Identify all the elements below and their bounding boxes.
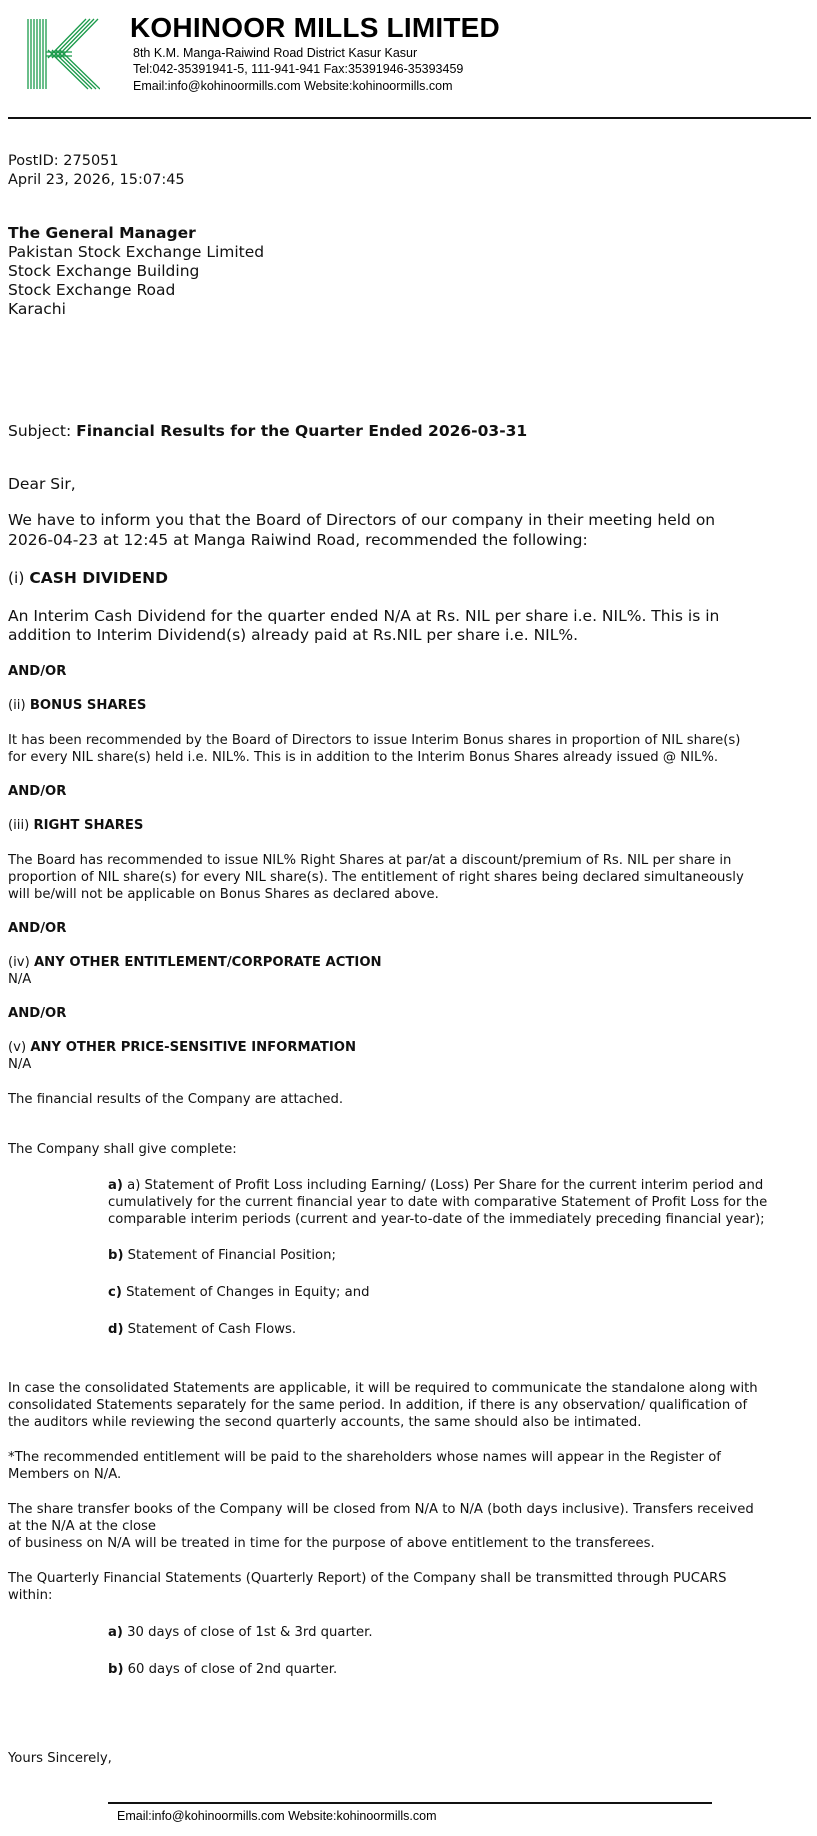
entitlement-note: *The recommended entitlement will be paid to the shareholders whose names will appear in the Register of: [8, 1450, 721, 1465]
section-prefix: (i): [8, 569, 25, 587]
statement-d: [108, 1321, 296, 1339]
recipient-title: The General Manager: [8, 224, 196, 242]
list-marker: d): [108, 1322, 124, 1337]
recipient-line: Stock Exchange Road: [8, 281, 176, 299]
list-marker: a): [108, 1625, 123, 1640]
header-divider: [8, 117, 811, 119]
list-text: 60 days of close of 2nd quarter.: [127, 1662, 338, 1677]
list-marker: a): [108, 1178, 123, 1193]
section-prefix: (ii): [8, 698, 26, 713]
cash-dividend-heading: [8, 568, 168, 588]
company-name: KOHINOOR MILLS LIMITED: [130, 12, 500, 43]
list-marker: b): [108, 1248, 124, 1263]
section-heading: CASH DIVIDEND: [29, 569, 168, 587]
list-text: Statement of Cash Flows.: [127, 1322, 297, 1337]
other-price-heading: [8, 1039, 356, 1057]
closing: Yours Sincerely,: [8, 1751, 112, 1766]
other-entitlement-value: N/A: [8, 972, 32, 987]
results-attached: The financial results of the Company are attached.: [8, 1092, 344, 1107]
right-shares-text: The Board has recommended to issue NIL% Right Shares at par/at a discount/premium of Rs. NIL per share in: [8, 853, 732, 868]
section-heading: RIGHT SHARES: [33, 818, 144, 833]
company-address: 8th K.M. Manga-Raiwind Road District Kasur Kasur: [133, 46, 418, 60]
recipient-line: Pakistan Stock Exchange Limited: [8, 243, 265, 261]
entitlement-note: Members on N/A.: [8, 1467, 122, 1482]
statement-c: [108, 1284, 369, 1302]
section-prefix: (iv): [8, 955, 30, 970]
company-phone: Tel:042-35391941-5, 111-941-941 Fax:35391946-35393459: [133, 62, 464, 76]
intro-line: 2026-04-23 at 12:45 at Manga Raiwind Road, recommended the following:: [8, 531, 588, 549]
subject-label: Subject:: [8, 422, 72, 440]
statement-a-cont: comparable interim periods (current and year-to-date of the immediately preceding financial year);: [108, 1212, 765, 1227]
subject-text: Financial Results for the Quarter Ended 2026-03-31: [76, 422, 528, 440]
salutation: Dear Sir,: [8, 475, 76, 493]
transfer-text: The share transfer books of the Company will be closed from N/A to N/A (both days inclusive). Transfers received: [8, 1502, 754, 1517]
statement-a: [108, 1177, 763, 1195]
other-price-value: N/A: [8, 1057, 32, 1072]
footer-contact: Email:info@kohinoormills.com Website:kohinoormills.com: [117, 1809, 437, 1823]
andor-separator: AND/OR: [8, 1006, 67, 1021]
pucars-b: [108, 1661, 337, 1679]
pucars-text: within:: [8, 1588, 53, 1603]
section-heading: ANY OTHER PRICE-SENSITIVE INFORMATION: [30, 1040, 357, 1055]
section-heading: BONUS SHARES: [29, 698, 147, 713]
company-logo-icon: [26, 18, 100, 90]
post-datetime: April 23, 2026, 15:07:45: [8, 172, 185, 188]
cash-dividend-text: An Interim Cash Dividend for the quarter ended N/A at Rs. NIL per share i.e. NIL%. This is in: [8, 607, 720, 625]
consolidated-text: the auditors while reviewing the second quarterly accounts, the same should also be intimated.: [8, 1415, 642, 1430]
recipient-line: Karachi: [8, 300, 66, 318]
recipient-line: Stock Exchange Building: [8, 262, 200, 280]
bonus-text: It has been recommended by the Board of Directors to issue Interim Bonus shares in proportion of NIL share(s): [8, 733, 741, 748]
list-text: Statement of Changes in Equity; and: [126, 1285, 370, 1300]
section-prefix: (iii): [8, 818, 30, 833]
pucars-text: The Quarterly Financial Statements (Quarterly Report) of the Company shall be transmitted through PUCARS: [8, 1571, 727, 1586]
right-shares-heading: [8, 817, 143, 835]
section-heading: ANY OTHER ENTITLEMENT/CORPORATE ACTION: [33, 955, 382, 970]
section-prefix: (v): [8, 1040, 27, 1055]
company-contact: Email:info@kohinoormills.com Website:kohinoormills.com: [133, 79, 453, 93]
andor-separator: AND/OR: [8, 921, 67, 936]
consolidated-text: In case the consolidated Statements are applicable, it will be required to communicate the standalone along with: [8, 1381, 758, 1396]
right-shares-text: proportion of NIL share(s) for every NIL share(s). The entitlement of right shares being declared simultaneously: [8, 870, 744, 885]
consolidated-text: consolidated Statements separately for the same period. In addition, if there is any observation/ qualification of: [8, 1398, 748, 1413]
list-marker: b): [108, 1662, 124, 1677]
bonus-text: for every NIL share(s) held i.e. NIL%. This is in addition to the Interim Bonus Shares already issued @ NIL%.: [8, 750, 719, 765]
footer-divider: [108, 1802, 712, 1804]
andor-separator: AND/OR: [8, 784, 67, 799]
pucars-a: [108, 1624, 373, 1642]
cash-dividend-text: addition to Interim Dividend(s) already paid at Rs.NIL per share i.e. NIL%.: [8, 626, 579, 644]
give-complete: The Company shall give complete:: [8, 1142, 237, 1157]
list-text: a) Statement of Profit Loss including Earning/ (Loss) Per Share for the current interim period and: [127, 1178, 764, 1193]
other-entitlement-heading: [8, 954, 382, 972]
intro-line: We have to inform you that the Board of Directors of our company in their meeting held on: [8, 511, 716, 529]
bonus-heading: [8, 697, 146, 715]
subject-line: [8, 421, 527, 441]
list-text: 30 days of close of 1st & 3rd quarter.: [127, 1625, 373, 1640]
list-marker: c): [108, 1285, 122, 1300]
statement-b: [108, 1247, 336, 1265]
transfer-text: at the N/A at the close: [8, 1519, 157, 1534]
andor-separator: AND/OR: [8, 664, 67, 679]
statement-a-cont: cumulatively for the current financial year to date with comparative Statement of Profit Loss for the: [108, 1195, 768, 1210]
transfer-text: of business on N/A will be treated in time for the purpose of above entitlement to the transferees.: [8, 1536, 655, 1551]
list-text: Statement of Financial Position;: [127, 1248, 336, 1263]
post-id: PostID: 275051: [8, 153, 119, 169]
right-shares-text: will be/will not be applicable on Bonus Shares as declared above.: [8, 887, 439, 902]
